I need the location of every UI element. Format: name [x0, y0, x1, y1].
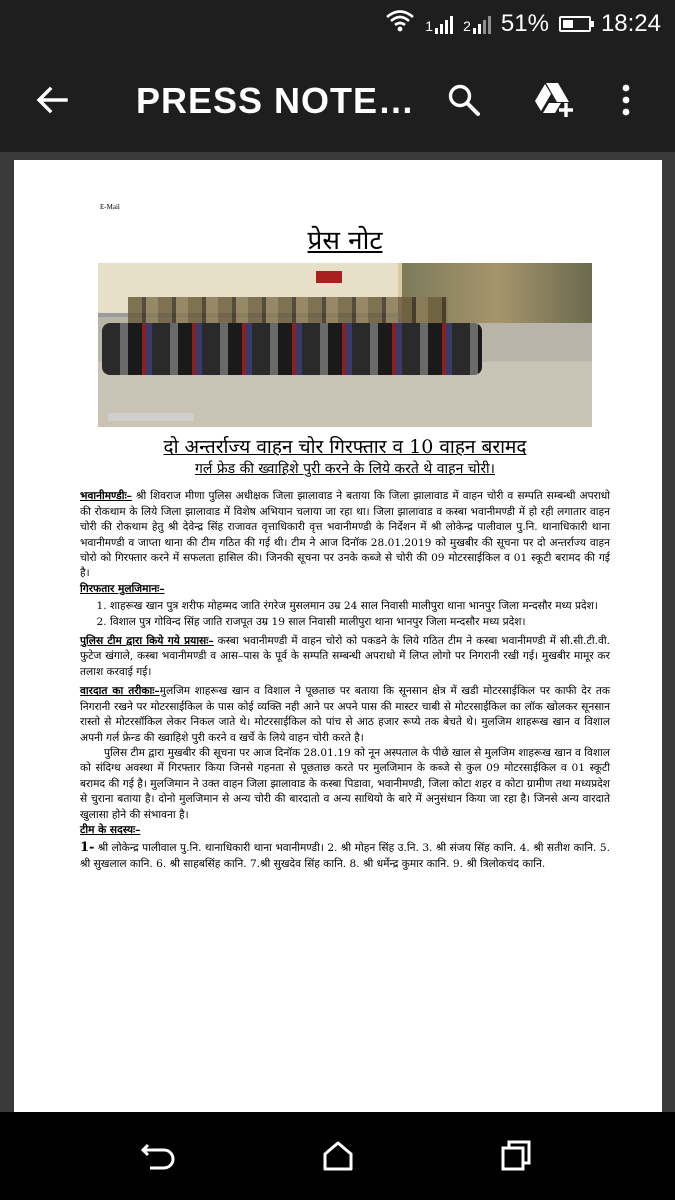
team-paragraph — [80, 840, 610, 872]
app-bar — [0, 48, 675, 152]
arrested-list — [80, 599, 610, 630]
wifi-icon — [385, 8, 415, 41]
nav-back-button[interactable] — [136, 1134, 180, 1178]
intro-label: भवानीमण्डीः– — [80, 490, 132, 503]
status-bar — [0, 0, 675, 48]
add-to-drive-button[interactable] — [528, 74, 580, 126]
back-nav-icon — [140, 1141, 176, 1171]
recovery-paragraph: पुलिस टीम द्वारा मुखबीर की सूचना पर आज दिनॉक 28.01.19 को नून अस्पताल के पीछे खाल से मुलजिम शाहरूख खान व विशाल को संदिग्ध अवस्था में गिरफ्तार किया जिनसे गहनता से पूछताछ करते पर मुलजिमान के कब्जे से कुल 09 मोटरसाईकिल व 01 स्कूटी बरामद की गई है। मुलजिमान ने उक्त वाहन जिला झालावाड के कस्बा पिडावा, भवानीमण्डी, जिला कोटा शहर व कोटा ग्रामीण तथा मध्यप्रदेश से चुराना बताया है। दोनो मुलजिमान से अन्य चोरी की बारदातो व अन्य साथियो के बारे में अनुसंधान किया जा रहा है। जिनसे अन्य वारदाते खुलासा होने की संभावना है। — [80, 746, 610, 821]
list-item: 1. शाहरूख खान पुत्र शरीफ मोहम्मद जाति रंगरेज मुसलमान उम्र 24 साल निवासी मालीपुरा थाना भानपुर जिला मन्दसौर मध्य प्रदेश। — [110, 599, 610, 614]
method-text: मुलजिम शाहरूख खान व विशाल ने पूछताछ पर बताया कि सूनसान क्षेत्र में खडी मोटरसाईकिल पर काफी देर तक निगरानी रखने पर मोटरसाईकिल के पास कोई व्यक्ति नही आने पर अपने पास की मास्टर चाबी से मोटरसाईकिल का लॉक खोलकर सूनसान रास्तो से मोटरसॉकिल लेकर निकल जाते थे। मोटरसाईकिल को पांच से आठ हजार रूप्ये तक बेचते थे। मुलजिम शाहरूख खान व विशाल अपनी गर्ल फ्रेन्ड की ख्वाहिशे पुरी करने व खर्चे के लिये वाहन चोरी करते है। — [80, 685, 610, 744]
intro-paragraph — [80, 489, 610, 581]
nav-home-button[interactable] — [316, 1134, 360, 1178]
intro-text: श्री शिवराज मीणा पुलिस अधीक्षक जिला झालावाड ने बताया कि जिला झालावाड में वाहन चोरी व सम्पति सम्बन्धी अपराधो की रोकथाम के लिये जिला झालावाड में विशेष अभियान चलाया जा रहा था। जिला झालावाड व कस्बा भवानीमण्डी में हो रही लगातार वाहन चोरी की रोकथाम हेतु श्री देवेन्द्र सिंह राजावत वृत्ताधिकारी वृत्त भवानीमण्डी के निर्देशन में श्री लोकेन्द्र पालीवाल पु.नि. थानाधिकारी थाना भवानीमण्डी व जाप्ता थाना की टीम गठित की गई थी। टीम ने आज दिनॉक 28.01.2019 को मुखबीर की सूचना पर दो अन्तर्राज्य वाहन चोरो को गिरफ्तार करने में सफलता हासिल की। जिनकी सूचना पर उनके कब्जे से चोरी की 09 मोटरसाईकिल व 01 स्कूटी बरामद की गई है। — [80, 490, 610, 580]
home-nav-icon — [321, 1139, 355, 1173]
document-title: PRESS NOTE… — [136, 80, 416, 121]
arrested-title: गिरफतार मुलजिमानः– — [80, 582, 165, 595]
nav-recents-button[interactable] — [494, 1134, 538, 1178]
battery-percent: 51% — [500, 10, 549, 37]
news-photo — [98, 263, 592, 427]
recents-nav-icon — [499, 1139, 533, 1173]
team-title: टीम के सदस्यः– — [80, 823, 141, 836]
pdf-page[interactable] — [14, 160, 662, 1112]
list-item: 2. विशाल पुत्र गोविन्द सिंह जाति राजपूत उम्र 19 साल निवासी मालीपुरा थाना भानपुर जिला मन्दसौर मध्य प्रदेश। — [110, 615, 610, 630]
search-icon — [446, 82, 482, 118]
sim1-label: 1 — [425, 18, 434, 34]
signal-icon — [435, 14, 453, 34]
back-arrow-icon — [35, 83, 69, 117]
team-number: 1- — [80, 840, 95, 856]
search-button[interactable] — [438, 74, 490, 126]
drive-add-icon — [533, 81, 575, 119]
method-label: वारदात का तरीकाः– — [80, 685, 160, 698]
efforts-paragraph — [80, 634, 610, 680]
back-button[interactable] — [26, 74, 78, 126]
headline: दो अन्तर्राज्य वाहन चोर गिरफ्तार व 10 वाहन बरामद — [163, 436, 527, 459]
signal-icon-2 — [473, 14, 491, 34]
efforts-text: कस्बा भवानीमण्डी में वाहन चोरो को पकडने के लिये गठित टीम ने कस्बा भवानीमण्डी में सी.सी.टी.वी. फुटेज खंगाले, कस्बा भवानीमण्डी व आस–पास के पूर्व के सम्पति सम्बन्धी अपराधो में लिप्त लोगो पर निगरानी रखी गई। मुखबीर मामूर कर तलाश करवाई गई। — [80, 635, 610, 678]
method-paragraph — [80, 684, 610, 746]
email-label: E-Mail — [100, 203, 120, 211]
sim2-label: 2 — [463, 18, 471, 34]
clock: 18:24 — [600, 10, 661, 37]
more-vert-icon — [620, 83, 632, 117]
more-options-button[interactable] — [608, 74, 644, 126]
pdf-viewer[interactable] — [0, 152, 675, 1112]
press-note-heading: प्रेस नोट — [307, 226, 383, 257]
subheadline: गर्ल फ्रेड की ख्वाहिशे पुरी करने के लिये करते थे वाहन चोरी। — [195, 461, 495, 478]
team-text: श्री लोकेन्द्र पालीवाल पु.नि. थानाधिकारी थाना भवानीमण्डी। 2. श्री मोहन सिंह उ.नि. 3. श्री संजय सिंह कानि. 4. श्री सतीश कानि. 5. श्री सुखलाल कानि. 6. श्री साहबसिंह कानि. 7.श्री सुखदेव सिंह कानि. 8. श्री धर्मेन्द्र कुमार कानि. 9. श्री त्रिलोकचंद कानि. — [80, 842, 610, 870]
battery-icon — [559, 16, 591, 32]
efforts-label: पुलिस टीम द्वारा किये गये प्रयासः– — [80, 635, 214, 648]
navigation-bar — [0, 1112, 675, 1200]
